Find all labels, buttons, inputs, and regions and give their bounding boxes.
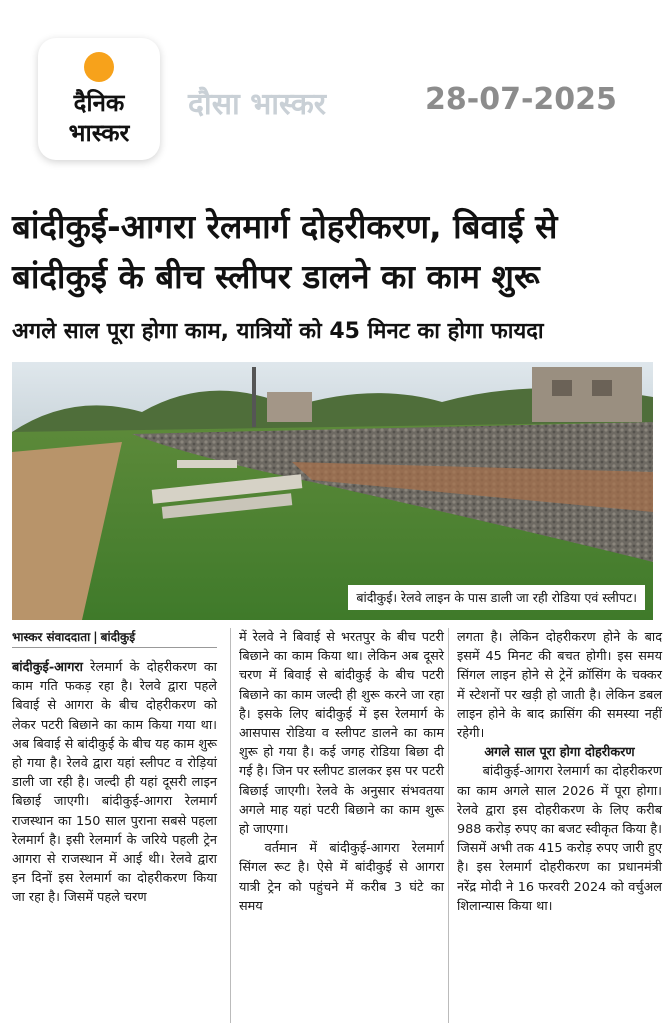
paragraph: बांदीकुई-आगरा रेलमार्ग का दोहरीकरण का काम अगले साल 2026 में पूरा होगा। रेलवे द्वारा इस दोहरीकरण के लिए करीब 988 करोड़ रुपए का बजट स्वीकृत किया है। जिसमें अभी तक 415 करोड़ रुपए जारी हुए है। इस रेलमार्ग दोहरीकरण का प्रधानमंत्री नरेंद्र मोदी ने 16 फरवरी 2024 को वर्चुअल शिलान्यास किया था। [457, 764, 662, 914]
edition-name: दौसा भास्कर [188, 87, 327, 122]
paragraph [12, 658, 217, 908]
byline: भास्कर संवाददाता | बांदीकुई [12, 628, 217, 648]
article-headline: बांदीकुई-आगरा रेलमार्ग दोहरीकरण, बिवाई से बांदीकुई के बीच स्लीपर डालने का काम शुरू [12, 207, 558, 296]
railway-photo-illustration [12, 362, 653, 620]
byline-place: बांदीकुई [100, 630, 136, 644]
paragraph-text: रेलमार्ग के दोहरीकरण का काम गति फकड़ रहा है। रेलवे द्वारा पहले बिवाई से आगरा के बीच दोहरीकरण को लेकर पटरी बिछाने का काम किया गया था। अब बिवाई से बांदीकुई के बीच यह काम शुरू हो गया है। रेलवे द्वारा यहां स्लीपट व रोड़ियां डाली जा रही है। जल्दी ही यहां दूसरी लाइन बिछाई जाएगी। बांदीकुई-आगरा रेलमार्ग राजस्थान का 150 साल पुराना सबसे पहला रेलमार्ग है। इसी रेलमार्ग के जरिये पहली ट्रेन आगरा से राजस्थान में आई थी। रेलवे द्वारा इन दिनों इस रेलमार्ग का दोहरीकरण किया जा रहा है। जिसमें पहले चरण [12, 660, 217, 906]
paragraph: लगता है। लेकिन दोहरीकरण होने के बाद इसमें 45 मिनट की बचत होगी। इस समय सिंगल लाइन होने से ट्रेनें क्रॉसिंग के चक्कर में स्टेशनों पर खड़ी हो जाती है। लेकिन डबल लाइन होने के बाद क्रासिंग की समस्या नहीं रहेगी। [457, 630, 662, 742]
article-body [12, 628, 662, 1023]
header [0, 0, 663, 180]
article-photo [12, 362, 653, 620]
dateline: बांदीकुई-आगरा [12, 660, 83, 675]
paragraph: वर्तमान में बांदीकुई-आगरा रेलमार्ग सिंगल रूट है। ऐसे में बांदीकुई से आगरा यात्री ट्रेन को पहुंचने में करीब 3 घंटे का समय [239, 841, 444, 914]
byline-source: भास्कर संवाददाता [12, 630, 91, 644]
column-3 [448, 628, 662, 1023]
dainik-bhaskar-logo [38, 38, 160, 160]
paragraph: में रेलवे ने बिवाई से भरतपुर के बीच पटरी बिछाने का काम किया था। लेकिन अब दूसरे चरण में बिवाई से बांदीकुई के बीच पटरी बिछाने का काम जल्दी ही शुरू करने जा रहा है। इसके लिए बांदीकुई में इस रेलमार्ग के आसपास रोडिया व स्लीपट डालने का काम शुरू हो गया है। कई जगह रोडिया बिछा दी गई है। जिन पर स्लीपट डालकर इस पर पटरी बिछाई जाएगी। रेलवे के अनुसार संभवतया अगले माह यहां पटरी बिछाने का काम शुरू हो जाएगा। [239, 630, 444, 838]
logo-line-1: दैनिक [73, 89, 125, 117]
photo-caption: बांदीकुई। रेलवे लाइन के पास डाली जा रही रोडिया एवं स्लीपट। [348, 585, 645, 610]
sun-icon [84, 52, 114, 82]
edition-date: 28-07-2025 [425, 82, 617, 117]
logo-line-2: भास्कर [68, 119, 130, 147]
column-2 [230, 628, 444, 1023]
column-1 [12, 628, 217, 1023]
article-subheadline: अगले साल पूरा होगा काम, यात्रियों को 45 मिनट का होगा फायदा [12, 319, 544, 344]
section-subheading: अगले साल पूरा होगा दोहरीकरण [484, 745, 635, 761]
